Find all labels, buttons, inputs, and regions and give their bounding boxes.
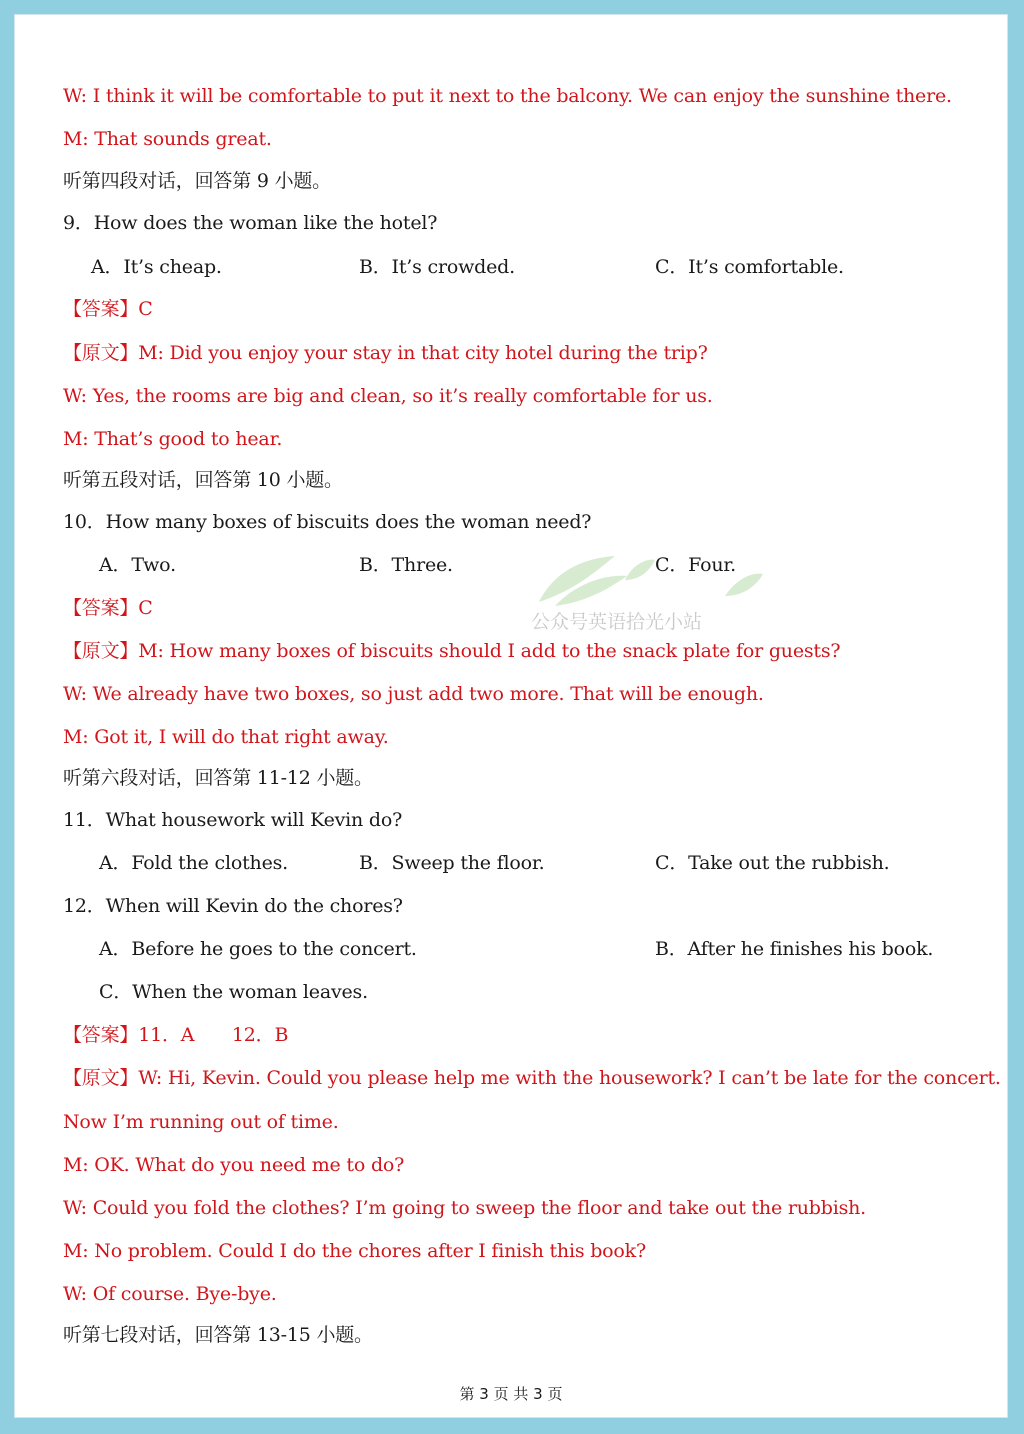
watermark-text: 公众号英语拾光小站 bbox=[531, 611, 703, 633]
text-line: C．It’s comfortable. bbox=[655, 256, 844, 278]
text-line: M: That sounds great. bbox=[63, 128, 272, 150]
text-line: W: Could you fold the clothes? I’m going to sweep the floor and take out the rubbish. bbox=[63, 1197, 866, 1219]
document-page bbox=[14, 14, 1008, 1418]
page-footer: 第 3 页 共 3 页 bbox=[459, 1385, 563, 1403]
text-line: C．When the woman leaves. bbox=[99, 981, 368, 1003]
text-line: 听第五段对话，回答第 10 小题。 bbox=[63, 469, 343, 491]
text-line: A．Fold the clothes. bbox=[99, 852, 289, 874]
text-line: 听第四段对话，回答第 9 小题。 bbox=[63, 170, 331, 192]
text-line: A．Before he goes to the concert. bbox=[99, 938, 417, 960]
text-line: 【答案】C bbox=[63, 597, 153, 619]
text-line: 【原文】W: Hi, Kevin. Could you please help me with the housework? I can’t be late for the concert. bbox=[63, 1067, 1001, 1089]
text-line: C．Take out the rubbish. bbox=[655, 852, 890, 874]
text-line: B．Three. bbox=[359, 554, 453, 576]
text-line: W: I think it will be comfortable to put it next to the balcony. We can enjoy the sunshine there. bbox=[63, 85, 952, 107]
text-line: W: We already have two boxes, so just add two more. That will be enough. bbox=[63, 683, 764, 705]
text-line: A．Two. bbox=[99, 554, 176, 576]
text-line: 11．What housework will Kevin do? bbox=[63, 809, 403, 831]
text-line: C．Four. bbox=[655, 554, 736, 576]
text-line: Now I’m running out of time. bbox=[63, 1111, 339, 1133]
text-line: M: OK. What do you need me to do? bbox=[63, 1154, 405, 1176]
text-line: M: Got it, I will do that right away. bbox=[63, 726, 389, 748]
watermark bbox=[515, 550, 775, 650]
text-line: 10．How many boxes of biscuits does the woman need? bbox=[63, 511, 592, 533]
text-line: 12．When will Kevin do the chores? bbox=[63, 895, 403, 917]
leaf-icon bbox=[515, 550, 775, 610]
text-line: M: No problem. Could I do the chores after I finish this book? bbox=[63, 1240, 646, 1262]
text-line: B．Sweep the floor. bbox=[359, 852, 545, 874]
text-line: W: Yes, the rooms are big and clean, so it’s really comfortable for us. bbox=[63, 385, 713, 407]
text-line: 【答案】11．A 12．B bbox=[63, 1024, 289, 1046]
text-line: 【原文】M: Did you enjoy your stay in that city hotel during the trip? bbox=[63, 342, 708, 364]
text-line: M: That’s good to hear. bbox=[63, 428, 283, 450]
text-line: B．It’s crowded. bbox=[359, 256, 515, 278]
text-line: A．It’s cheap. bbox=[91, 256, 222, 278]
text-line: W: Of course. Bye-bye. bbox=[63, 1283, 277, 1305]
text-line: 听第七段对话，回答第 13-15 小题。 bbox=[63, 1324, 373, 1346]
text-line: 9．How does the woman like the hotel? bbox=[63, 212, 438, 234]
text-line: 听第六段对话，回答第 11-12 小题。 bbox=[63, 767, 373, 789]
text-line: 【原文】M: How many boxes of biscuits should I add to the snack plate for guests? bbox=[63, 640, 841, 662]
text-line: 【答案】C bbox=[63, 298, 153, 320]
text-line: B．After he finishes his book. bbox=[655, 938, 934, 960]
